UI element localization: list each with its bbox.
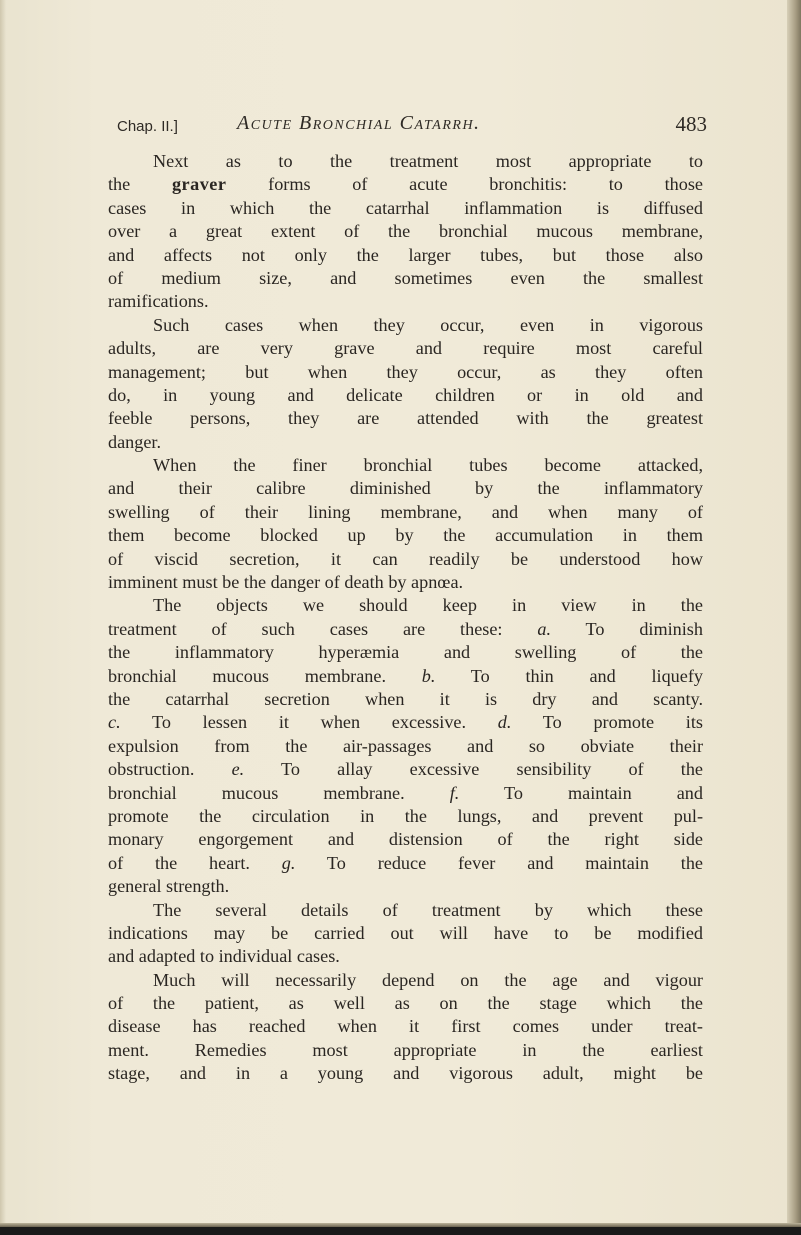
- text-line: [108, 618, 703, 641]
- text-run: danger.: [108, 431, 162, 452]
- text-line: [108, 922, 703, 945]
- text-line: [108, 641, 703, 664]
- text-run: and their calibre diminished by the inflammatory: [108, 478, 703, 499]
- text-line: [108, 945, 703, 968]
- text-line: [108, 431, 703, 454]
- text-line: [108, 267, 703, 290]
- text-run: of viscid secretion, it can readily be understood how: [108, 548, 703, 569]
- running-header: [117, 112, 707, 142]
- text-line: [108, 899, 703, 922]
- text-run: the: [108, 174, 172, 195]
- text-line: [108, 290, 703, 313]
- text-run: bronchial mucous membrane.: [108, 782, 450, 803]
- text-run: the inflammatory hyperæmia and swelling of the: [108, 642, 703, 663]
- text-run: imminent must be the danger of death by apnœa.: [108, 572, 464, 593]
- text-run: ramifications.: [108, 291, 209, 312]
- text-run: general strength.: [108, 876, 230, 897]
- text-line: [108, 548, 703, 571]
- text-run: stage, and in a young and vigorous adult, might be: [108, 1063, 703, 1084]
- body-text: [108, 150, 703, 1086]
- text-line: [108, 852, 703, 875]
- scan-border: [0, 1227, 801, 1235]
- text-line: [108, 477, 703, 500]
- text-line: [108, 571, 703, 594]
- chapter-label: Chap. II.]: [117, 118, 178, 135]
- text-line: [108, 1015, 703, 1038]
- text-run: over a great extent of the bronchial mucous membrane,: [108, 221, 703, 242]
- text-line: [108, 220, 703, 243]
- bold-text: graver: [171, 174, 227, 195]
- text-line: [108, 875, 703, 898]
- text-line: [108, 688, 703, 711]
- text-line: [108, 244, 703, 267]
- text-run: To maintain and: [459, 782, 703, 803]
- page-number: 483: [675, 112, 707, 136]
- text-run: expulsion from the air-passages and so obviate their: [108, 735, 703, 756]
- text-run: of the heart.: [108, 852, 282, 873]
- text-line: [108, 173, 703, 196]
- text-run: of the patient, as well as on the stage which the: [108, 993, 703, 1014]
- text-run: Much will necessarily depend on the age and vigour: [153, 969, 703, 990]
- text-run: swelling of their lining membrane, and when many of: [108, 501, 703, 522]
- text-line: [108, 992, 703, 1015]
- text-line: [108, 782, 703, 805]
- text-run: forms of acute bronchitis: to those: [226, 174, 703, 195]
- text-line: [108, 828, 703, 851]
- text-run: promote the circulation in the lungs, and prevent pul-: [108, 805, 703, 826]
- text-run: them become blocked up by the accumulation in them: [108, 525, 703, 546]
- text-run: To diminish: [550, 618, 703, 639]
- text-line: [108, 1062, 703, 1085]
- text-run: To promote its: [511, 712, 703, 733]
- text-line: [108, 805, 703, 828]
- text-line: [108, 454, 703, 477]
- text-run: adults, are very grave and require most careful: [108, 338, 703, 359]
- text-run: and adapted to individual cases.: [108, 946, 340, 967]
- italic-text: c.: [108, 712, 121, 733]
- page-edge: [787, 0, 801, 1235]
- text-line: [108, 711, 703, 734]
- text-run: When the finer bronchial tubes become attacked,: [153, 455, 703, 476]
- text-line: [108, 1039, 703, 1062]
- text-run: do, in young and delicate children or in old and: [108, 384, 703, 405]
- text-run: and affects not only the larger tubes, but those also: [108, 244, 703, 265]
- italic-text: a.: [537, 618, 551, 639]
- italic-text: f.: [449, 782, 460, 803]
- text-run: cases in which the catarrhal inflammation is diffused: [108, 197, 703, 218]
- text-line: [108, 969, 703, 992]
- text-line: [108, 735, 703, 758]
- text-line: [108, 524, 703, 547]
- text-run: The objects we should keep in view in the: [153, 595, 703, 616]
- italic-text: d.: [497, 712, 512, 733]
- text-run: treatment of such cases are these:: [108, 618, 538, 639]
- text-line: [108, 361, 703, 384]
- page-gutter-shadow: [0, 0, 6, 1235]
- text-run: Such cases when they occur, even in vigorous: [153, 314, 703, 335]
- text-run: To allay excessive sensibility of the: [244, 759, 703, 780]
- italic-text: e.: [231, 759, 245, 780]
- text-run: feeble persons, they are attended with the greatest: [108, 408, 703, 429]
- text-run: indications may be carried out will have to be modified: [108, 922, 703, 943]
- text-run: To lessen it when excessive.: [120, 712, 498, 733]
- text-line: [108, 501, 703, 524]
- text-line: [108, 197, 703, 220]
- text-run: bronchial mucous membrane.: [108, 665, 422, 686]
- text-line: [108, 150, 703, 173]
- text-run: monary engorgement and distension of the right side: [108, 829, 703, 850]
- text-run: The several details of treatment by which these: [153, 899, 703, 920]
- text-run: To thin and liquefy: [435, 665, 703, 686]
- italic-text: b.: [421, 665, 436, 686]
- text-run: To reduce fever and maintain the: [295, 852, 703, 873]
- text-run: ment. Remedies most appropriate in the earliest: [108, 1039, 703, 1060]
- text-line: [108, 758, 703, 781]
- text-run: of medium size, and sometimes even the smallest: [108, 267, 703, 288]
- text-line: [108, 407, 703, 430]
- running-title: Acute Bronchial Catarrh.: [237, 112, 481, 134]
- text-run: the catarrhal secretion when it is dry and scanty.: [108, 688, 703, 709]
- text-run: Next as to the treatment most appropriate to: [153, 151, 703, 171]
- text-line: [108, 384, 703, 407]
- text-run: obstruction.: [108, 759, 232, 780]
- text-line: [108, 665, 703, 688]
- italic-text: g.: [281, 852, 296, 873]
- text-line: [108, 337, 703, 360]
- text-run: management; but when they occur, as they often: [108, 361, 703, 382]
- text-run: disease has reached when it first comes under treat-: [108, 1016, 703, 1037]
- text-line: [108, 594, 703, 617]
- text-line: [108, 314, 703, 337]
